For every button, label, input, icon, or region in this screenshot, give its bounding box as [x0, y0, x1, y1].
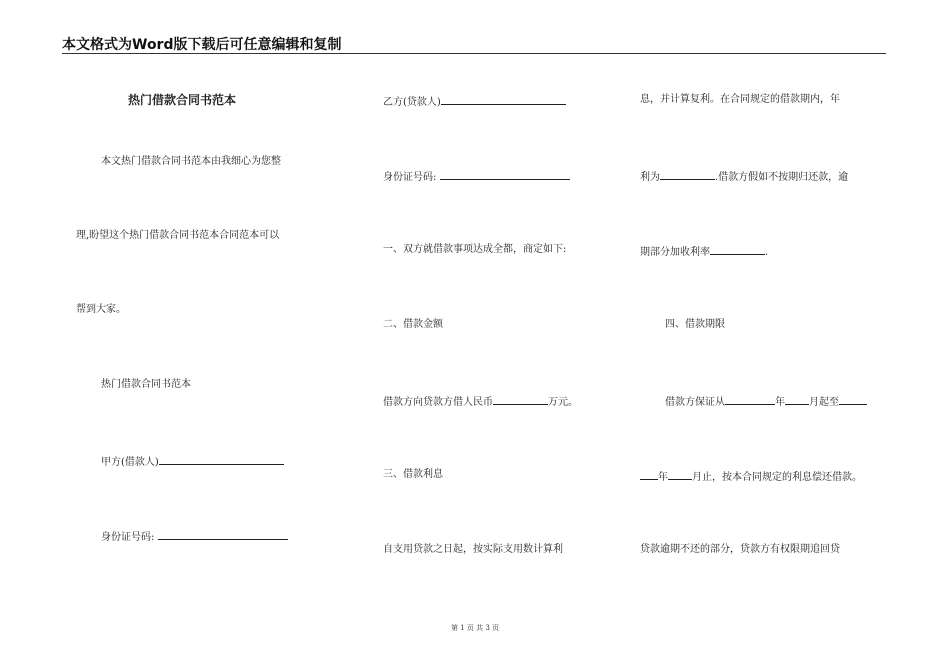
- overdue-text: .借款方假如不按期归还款，逾: [715, 172, 849, 183]
- document-title: 热门借款合同书范本: [128, 93, 237, 107]
- term-to-label: 月起至: [809, 397, 839, 408]
- term-from-label: 借款方保证从: [665, 397, 725, 408]
- annual-rate-label: 利为: [640, 172, 660, 183]
- term-year-blank: [725, 394, 775, 405]
- term-year-label: 年: [775, 397, 785, 408]
- penalty-rate-blank: [710, 244, 765, 255]
- loan-amount-blank: [493, 394, 548, 405]
- annual-rate-blank: [660, 169, 715, 180]
- interest-line-1: 息，并计算复利。在合同规定的借款期内，年: [640, 94, 840, 105]
- section-subtitle: 热门借款合同书范本: [101, 379, 191, 390]
- id-b-label: 身份证号码:: [383, 172, 437, 183]
- intro-line-2: 理,盼望这个热门借款合同书范本合同范本可以: [76, 230, 280, 241]
- term-end-year-blank: [640, 469, 658, 480]
- overdue-line: 贷款逾期不还的部分，贷款方有权限期追回贷: [640, 544, 840, 555]
- id-b-line: [383, 169, 570, 184]
- term-line-1: [665, 394, 867, 409]
- clause-3-text: 自支用贷款之日起，按实际支用数计算利: [383, 544, 563, 555]
- header-divider: [62, 53, 886, 54]
- term-end-blank: [839, 394, 867, 405]
- id-a-line: [101, 529, 288, 544]
- term-end-text: 月止，按本合同规定的利息偿还借款。: [692, 472, 862, 483]
- intro-line-3: 帮到大家。: [76, 304, 126, 315]
- loan-amount-unit: 万元。: [548, 397, 578, 408]
- party-a-label: 甲方(借款人): [101, 457, 159, 468]
- term-line-2: [640, 469, 862, 484]
- id-a-label: 身份证号码:: [101, 532, 155, 543]
- term-month-blank: [785, 394, 809, 405]
- clause-4-title: 四、借款期限: [665, 319, 725, 330]
- clause-1: 一、双方就借款事项达成全都，商定如下:: [383, 244, 567, 255]
- interest-line-2: [640, 169, 848, 184]
- term-end-month-blank: [668, 469, 692, 480]
- party-b-line: [383, 94, 566, 109]
- party-b-label: 乙方(贷款人): [383, 97, 441, 108]
- loan-amount-line: [383, 394, 578, 409]
- id-a-blank: [158, 529, 288, 540]
- party-b-blank: [441, 94, 566, 105]
- clause-2-title: 二、借款金额: [383, 319, 443, 330]
- loan-amount-label: 借款方向贷款方借人民币: [383, 397, 493, 408]
- document-header: 本文格式为Word版下载后可任意编辑和复制: [62, 37, 342, 53]
- clause-3-title: 三、借款利息: [383, 469, 443, 480]
- party-a-blank: [159, 454, 284, 465]
- id-b-blank: [440, 169, 570, 180]
- page-number: 第 1 页 共 3 页: [450, 624, 500, 632]
- interest-line-3: [640, 244, 768, 259]
- term-end-year-label: 年: [658, 472, 668, 483]
- penalty-rate-label: 期部分加收利率: [640, 247, 710, 258]
- party-a-line: [101, 454, 284, 469]
- intro-line-1: 本文热门借款合同书范本由我细心为您整: [101, 156, 281, 167]
- penalty-rate-end: .: [765, 247, 769, 258]
